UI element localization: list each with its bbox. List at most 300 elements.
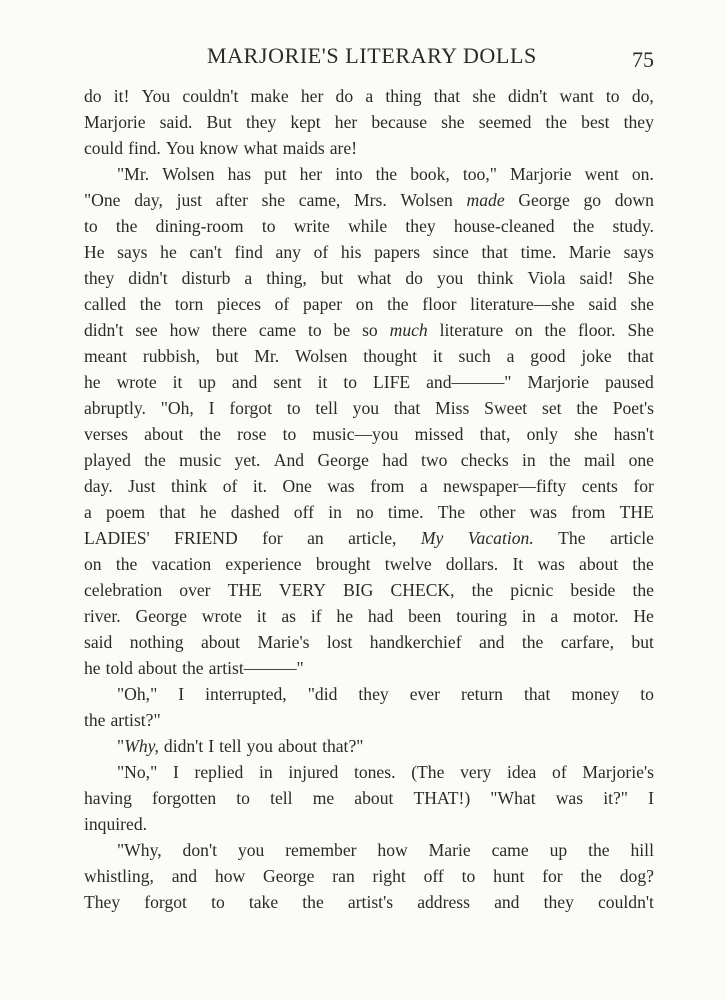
word: says [117,242,148,262]
word: I [208,736,215,756]
word: artist———" [208,658,304,678]
word: be [333,320,351,340]
word: don't [182,840,217,860]
word: about [137,658,178,678]
word: it [317,372,328,392]
word: tell [315,398,338,418]
word: And [273,450,305,470]
text-line [84,525,654,551]
word: "did [307,684,338,704]
word: was [537,554,565,574]
word: she [441,112,465,132]
word: wrote [201,606,242,626]
word: find [234,242,263,262]
word: kept [290,112,321,132]
word: on [515,320,533,340]
word: about [354,788,394,808]
word: find. [128,138,161,158]
word: the [139,294,162,314]
word: the [632,580,654,600]
word: idea [507,762,537,782]
word: literature—she [470,294,575,314]
word: was [529,502,558,522]
word: the [576,398,598,418]
word: abruptly. [84,398,146,418]
text-line [84,395,654,421]
word: there [211,320,248,340]
word: Miss [435,398,470,418]
word: how [214,866,246,886]
word: the [471,580,494,600]
word: of [313,242,329,262]
word: tell [270,788,293,808]
text-line [84,213,654,239]
word: that [433,86,461,106]
word: I [648,788,654,808]
word: nothing [129,632,184,652]
word: Wolsen [162,164,215,184]
text-line [84,785,654,811]
word: tones. [353,762,396,782]
word: interrupted, [205,684,287,704]
word: best [581,112,610,132]
word: see [135,320,158,340]
word: missed [414,424,464,444]
word: didn't [128,268,168,288]
word: he [84,372,101,392]
word: twelve [384,554,432,574]
word: you [352,398,380,418]
word: newspaper—fifty [443,476,567,496]
word: pieces [216,294,261,314]
word: had [382,450,408,470]
text-line [84,161,654,187]
text-line [84,655,654,681]
word: she [472,86,496,106]
word: Marjorie [527,372,590,392]
text-line [84,759,654,785]
word: tell [219,736,242,756]
word [467,187,505,213]
word: can't [189,242,222,262]
word: sent [273,372,302,392]
word: about [579,554,619,574]
word: her [334,112,358,132]
word: the [84,710,106,730]
word: but [320,268,344,288]
word: had [367,606,394,626]
word: how [377,840,408,860]
text-line [84,863,654,889]
word: Mrs. [354,190,387,210]
word: money [571,684,620,704]
word: right [372,866,406,886]
text-line [84,837,654,863]
word: cents [581,476,618,496]
word: "Mr. [117,164,150,184]
word: Sweet [484,398,528,418]
word: Viola [527,268,566,288]
word: only [526,424,558,444]
word: floor. [577,320,616,340]
text-line [84,83,654,109]
word: handkerchief [369,632,462,652]
word: an [307,528,324,548]
text-line [84,681,654,707]
word: day. [84,476,113,496]
word: Marjorie [509,164,572,184]
word: of [552,762,567,782]
word: no [356,502,374,522]
word: he [336,606,354,626]
word: disturb [181,268,231,288]
word: FRIEND [174,528,238,548]
word: because [371,112,428,132]
word: the [588,840,610,860]
word: injured [288,762,339,782]
word: experience [225,554,302,574]
word: Marie [428,840,471,860]
word: very [460,762,492,782]
word: dining-room [155,216,244,236]
word: the [572,216,595,236]
word: to [84,216,98,236]
word: set [542,398,562,418]
word: music [179,450,222,470]
word: The [437,502,466,522]
word: for [262,528,283,548]
word: since [432,242,469,262]
text-line [84,811,654,837]
word: remember [285,840,357,860]
text-line [84,109,654,135]
word: article [609,528,654,548]
word: to [282,424,297,444]
word: he [160,242,177,262]
word: THAT!) [413,788,471,808]
word: they [246,112,277,132]
word: you [246,736,273,756]
word: played [84,450,131,470]
word: about [277,736,318,756]
text-line [84,629,654,655]
word: You [165,138,195,158]
word: house-cleaned [453,216,555,236]
word: ran [332,866,355,886]
word: "Why, [117,733,159,759]
text-line [84,135,654,161]
word: has [227,164,252,184]
word: to [343,372,358,392]
word: He [84,242,105,262]
word: that [627,346,654,366]
text-line [84,317,654,343]
word: off [423,866,444,886]
word: if [310,606,322,626]
word: the [199,424,221,444]
word: how [169,320,200,340]
word: said [84,632,113,652]
word: having [84,788,132,808]
word: so [362,320,378,340]
word: She [627,320,654,340]
word: one [628,450,654,470]
word: up [198,372,216,392]
word: they [84,268,115,288]
word: Just [128,476,156,496]
italic-word: My [420,528,444,548]
word: said! [579,268,614,288]
word: to [211,892,225,912]
word: George [135,606,187,626]
word: the [375,164,398,184]
word: She [627,268,654,288]
word: literature [439,320,504,340]
word: touring [456,606,508,626]
text-line [84,447,654,473]
word: motor. [573,606,619,626]
text-line [84,889,654,915]
word: torn [174,294,204,314]
word: address [417,892,470,912]
word: as [281,606,296,626]
word: thought [363,346,418,366]
word: in [521,606,536,626]
word: but [215,346,239,366]
word: after [215,190,248,210]
word: the [115,554,138,574]
word: hill [630,840,654,860]
word: brought [315,554,371,574]
word: "Oh, [160,398,194,418]
word: called [84,294,126,314]
word: paused [605,372,654,392]
text-line [84,551,654,577]
word: her [299,164,323,184]
word: from [571,502,606,522]
italic-word: made [466,190,505,210]
italic-word: Why, [124,736,159,756]
word: THE [227,580,262,600]
word: to [261,216,276,236]
word: a [244,268,253,288]
word: that [481,242,508,262]
word: was [327,476,355,496]
word: They [84,892,121,912]
word: time. [387,502,424,522]
word: a [506,346,515,366]
word: think [477,268,514,288]
word: for [633,476,654,496]
word: the [182,658,204,678]
word: to [286,398,301,418]
word: didn't [163,736,204,756]
word: the [544,320,567,340]
word: forgot [229,398,273,418]
word: for [542,866,563,886]
word: do, [631,86,654,106]
word: meant [84,346,127,366]
word: Mr. [254,346,280,366]
word: poem [106,502,146,522]
word: forgotten [152,788,217,808]
word: Wolsen [400,190,453,210]
word: just [176,190,202,210]
word: LIFE [373,372,411,392]
word: think [171,476,208,496]
word: came [491,840,529,860]
word: such [458,346,491,366]
word: on. [631,164,654,184]
word: "Oh," [117,684,158,704]
word: "What [490,788,536,808]
running-head-title: MARJORIE'S LITERARY DOLLS [207,43,537,68]
word: picnic [510,580,554,600]
word: artist?" [110,710,161,730]
word: you [436,268,464,288]
word: whistling, [84,866,154,886]
word: beside [570,580,616,600]
word: that [523,684,551,704]
word: the [545,112,568,132]
word: music—you [312,424,399,444]
word: seemed [478,112,532,132]
word: over [179,580,211,600]
word: a [419,476,428,496]
word: yet. [234,450,261,470]
word: return [460,684,503,704]
word: it. [252,476,268,496]
word: carfare, [560,632,614,652]
word: you [237,840,265,860]
word: BIG [343,580,374,600]
word: they [405,216,436,236]
word: on [84,554,102,574]
word: said. [159,112,193,132]
word: the [115,216,138,236]
word: know [199,138,239,158]
word: couldn't [598,892,654,912]
text-line [84,603,654,629]
word: verses [84,424,128,444]
word: rubbish, [142,346,201,366]
word: He [633,606,654,626]
word: George [317,450,369,470]
text-line [84,187,654,213]
word: Wolsen [295,346,348,366]
word: artist's [347,892,394,912]
text-line [84,343,654,369]
word: they [623,112,654,132]
word: the [580,866,602,886]
word: to [461,866,476,886]
word: a [365,86,374,106]
word: up [549,840,568,860]
word: the [144,450,166,470]
word: in [259,762,273,782]
word: thing, [266,268,307,288]
word: that [393,398,421,418]
word: lost [326,632,353,652]
word: "One [84,190,121,210]
word: You [141,86,171,106]
word: I [178,684,185,704]
word: and [171,866,198,886]
word: thing [385,86,422,106]
word: book, [410,164,450,184]
word: about [144,424,184,444]
word: to [236,788,250,808]
word: The [558,528,586,548]
word: was [555,788,584,808]
word: write [293,216,330,236]
word: it [432,346,443,366]
word: didn't [84,320,124,340]
word: LADIES' [84,528,150,548]
word: take [248,892,279,912]
word: and [231,372,258,392]
word: of [274,294,290,314]
word: the [549,450,571,470]
word: want [559,86,594,106]
word: replied [194,762,244,782]
word: the [387,294,409,314]
text-line [84,733,654,759]
word: CHECK, [390,580,455,600]
word: of [222,476,238,496]
word: the [632,554,654,574]
word: from [370,476,405,496]
word: what [357,268,392,288]
italic-word: Vacation. [467,528,534,548]
word: and [479,632,505,652]
word: other [479,502,516,522]
word: the [302,892,324,912]
word: dollars. [445,554,499,574]
word: too," [462,164,497,184]
word: THE [619,502,654,522]
word: George [263,866,315,886]
word: been [408,606,442,626]
text-line [84,239,654,265]
word: celebration [84,580,163,600]
text-line [84,499,654,525]
page-number: 75 [632,47,654,72]
word: floor [422,294,457,314]
word: "Why, [117,840,162,860]
word: time. [520,242,557,262]
word: two [421,450,448,470]
word: and———" [426,372,512,392]
text-line [84,421,654,447]
word: says [623,242,654,262]
word: said [588,294,617,314]
word: me [312,788,335,808]
word: to [307,320,322,340]
word: that?" [322,736,364,756]
word: that, [479,424,511,444]
text-line [84,265,654,291]
word: a [550,606,559,626]
word: do [84,86,102,106]
word: about [200,632,241,652]
word: her [300,86,324,106]
word: it [172,372,183,392]
word: (The [411,762,445,782]
word: came [258,320,297,340]
word: VERY [279,580,326,600]
word: day, [134,190,163,210]
